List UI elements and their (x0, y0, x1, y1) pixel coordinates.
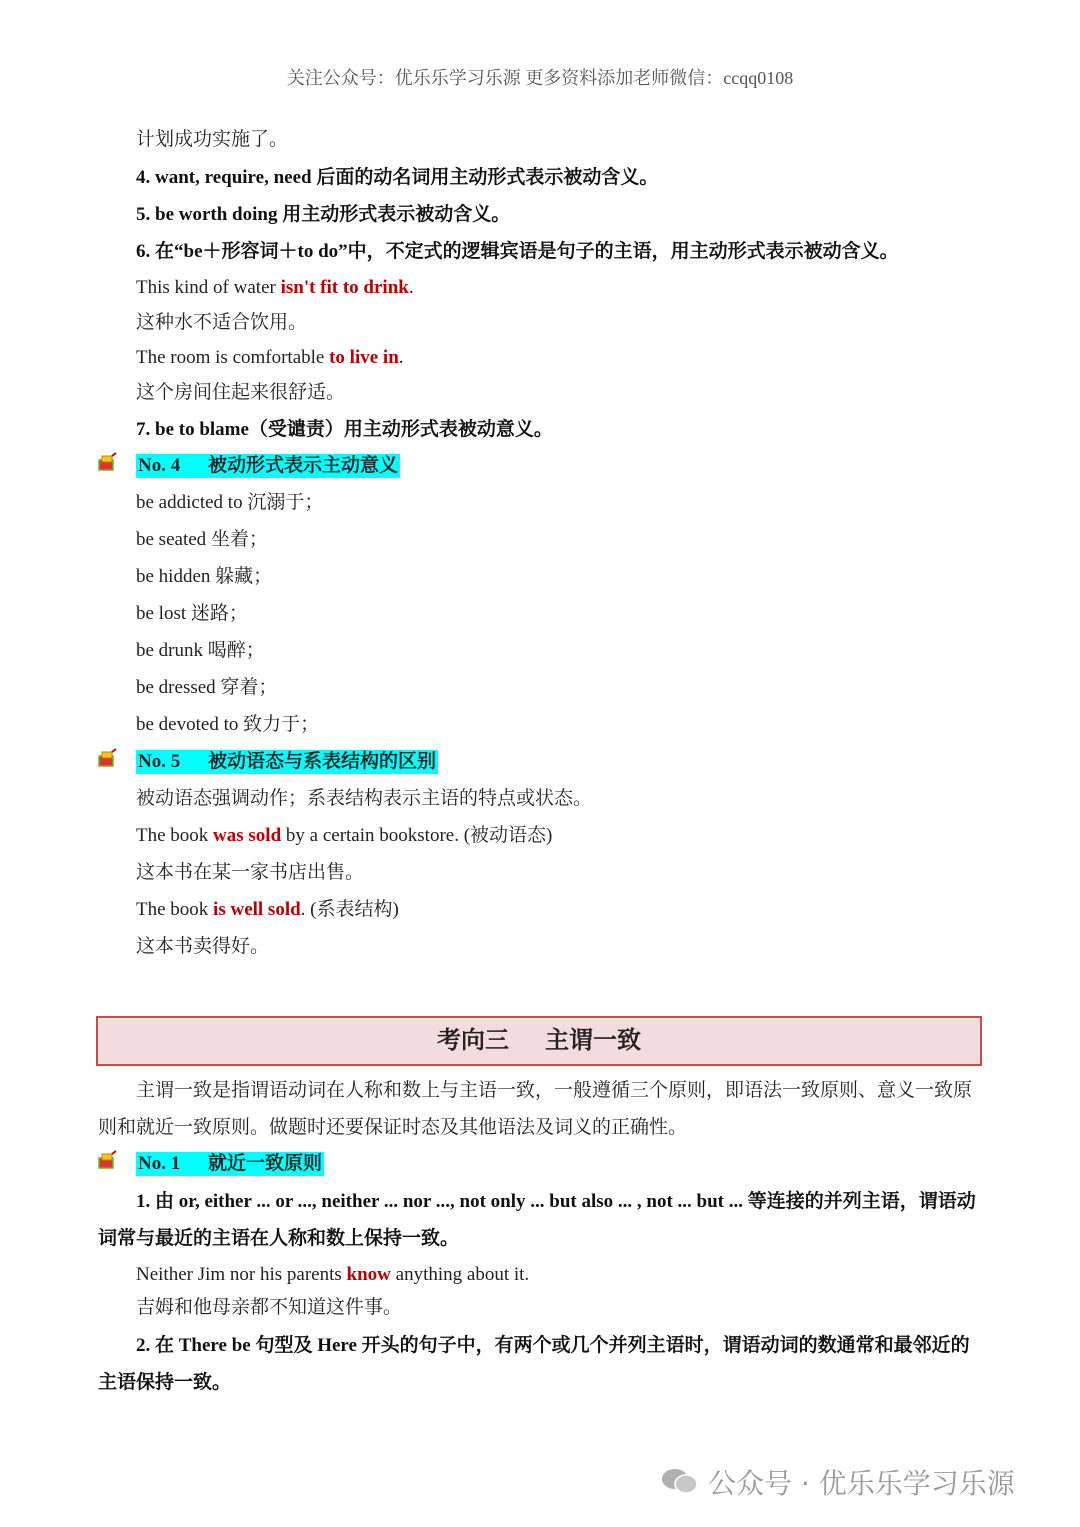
text-line: 被动语态强调动作；系表结构表示主语的特点或状态。 (136, 788, 593, 809)
section-label: 考向三 (437, 1028, 509, 1054)
list-item: be addicted to 沉溺于； (136, 492, 324, 513)
rule-7: 7. be to blame（受谴责）用主动形式表被动意义。 (136, 419, 553, 440)
book-icon (96, 452, 118, 474)
section-heading-no1 (136, 1152, 324, 1176)
heading-title: 就近一致原则 (208, 1153, 323, 1174)
highlight-text: was sold (213, 825, 282, 846)
example-text: The book (136, 825, 214, 846)
highlight-text: know (346, 1264, 391, 1285)
page-header: 关注公众号：优乐乐学习乐源 更多资料添加老师微信：ccqq0108 (286, 68, 794, 88)
example-text: . (408, 277, 414, 298)
example-line (136, 346, 404, 370)
rule-1 (98, 1183, 984, 1257)
example-text: by a certain bookstore. (被动语态) (281, 825, 553, 846)
example-text: . (398, 347, 404, 368)
wechat-icon (660, 1466, 700, 1496)
book-icon (96, 748, 118, 770)
translation-line: 这种水不适合饮用。 (136, 312, 308, 333)
rule-4: 4. want, require, need 后面的动名词用主动形式表示被动含义。 (136, 167, 659, 188)
list-item: be drunk 喝醉； (136, 640, 265, 661)
rule-5: 5. be worth doing 用主动形式表示被动含义。 (136, 204, 511, 225)
example-line (136, 898, 399, 922)
highlight-text: to live in (329, 347, 399, 368)
rule-text: 1. 由 or, either ... or ..., neither ... nor ..., not only ... but also ... , not ... but ... 等连接的并列主语，谓语动词常与最近的主语在人称和数上保持一致。 (98, 1191, 976, 1249)
example-text: anything about it. (390, 1264, 530, 1285)
heading-number: No. 4 (138, 455, 181, 476)
heading-title: 被动形式表示主动意义 (208, 455, 399, 476)
example-line (136, 1263, 529, 1287)
heading-title: 被动语态与系表结构的区别 (208, 751, 437, 772)
section-heading-no5 (136, 750, 438, 774)
heading-number: No. 5 (138, 751, 181, 772)
heading-number: No. 1 (138, 1153, 181, 1174)
section-title: 主谓一致 (545, 1028, 641, 1054)
example-text: The room is comfortable (136, 347, 330, 368)
book-icon (96, 1150, 118, 1172)
translation-line: 吉姆和他母亲都不知道这件事。 (136, 1297, 403, 1318)
highlight-text: isn't fit to drink (280, 277, 409, 298)
list-item: be dressed 穿着； (136, 677, 278, 698)
example-text: The book (136, 899, 214, 920)
intro-text: 主谓一致是指谓语动词在人称和数上与主语一致，一般遵循三个原则，即语法一致原则、意义一致原则和就近一致原则。做题时还要保证时态及其他语法及词义的正确性。 (98, 1080, 973, 1138)
rule-6: 6. 在“be＋形容词＋to do”中，不定式的逻辑宾语是句子的主语，用主动形式表示被动含义。 (136, 241, 899, 262)
text-line: 计划成功实施了。 (136, 129, 289, 150)
intro-paragraph (98, 1072, 984, 1146)
example-text: . (系表结构) (300, 899, 399, 920)
list-item: be hidden 躲藏； (136, 566, 273, 587)
section-heading-no4 (136, 454, 400, 478)
translation-line: 这个房间住起来很舒适。 (136, 382, 346, 403)
example-line (136, 824, 552, 848)
example-line (136, 276, 414, 300)
highlight-text: is well sold (213, 899, 301, 920)
footer-watermark: 公众号 · 优乐乐学习乐源 (708, 1467, 1015, 1500)
example-text: This kind of water (136, 277, 281, 298)
example-text: Neither Jim nor his parents (136, 1264, 347, 1285)
rule-2 (98, 1327, 984, 1401)
list-item: be devoted to 致力于； (136, 714, 320, 735)
translation-line: 这本书卖得好。 (136, 936, 270, 957)
rule-text: 2. 在 There be 句型及 Here 开头的句子中，有两个或几个并列主语时，谓语动词的数通常和最邻近的主语保持一致。 (98, 1335, 970, 1393)
list-item: be seated 坐着； (136, 529, 268, 550)
translation-line: 这本书在某一家书店出售。 (136, 862, 365, 883)
section-title-box (96, 1016, 982, 1066)
list-item: be lost 迷路； (136, 603, 248, 624)
